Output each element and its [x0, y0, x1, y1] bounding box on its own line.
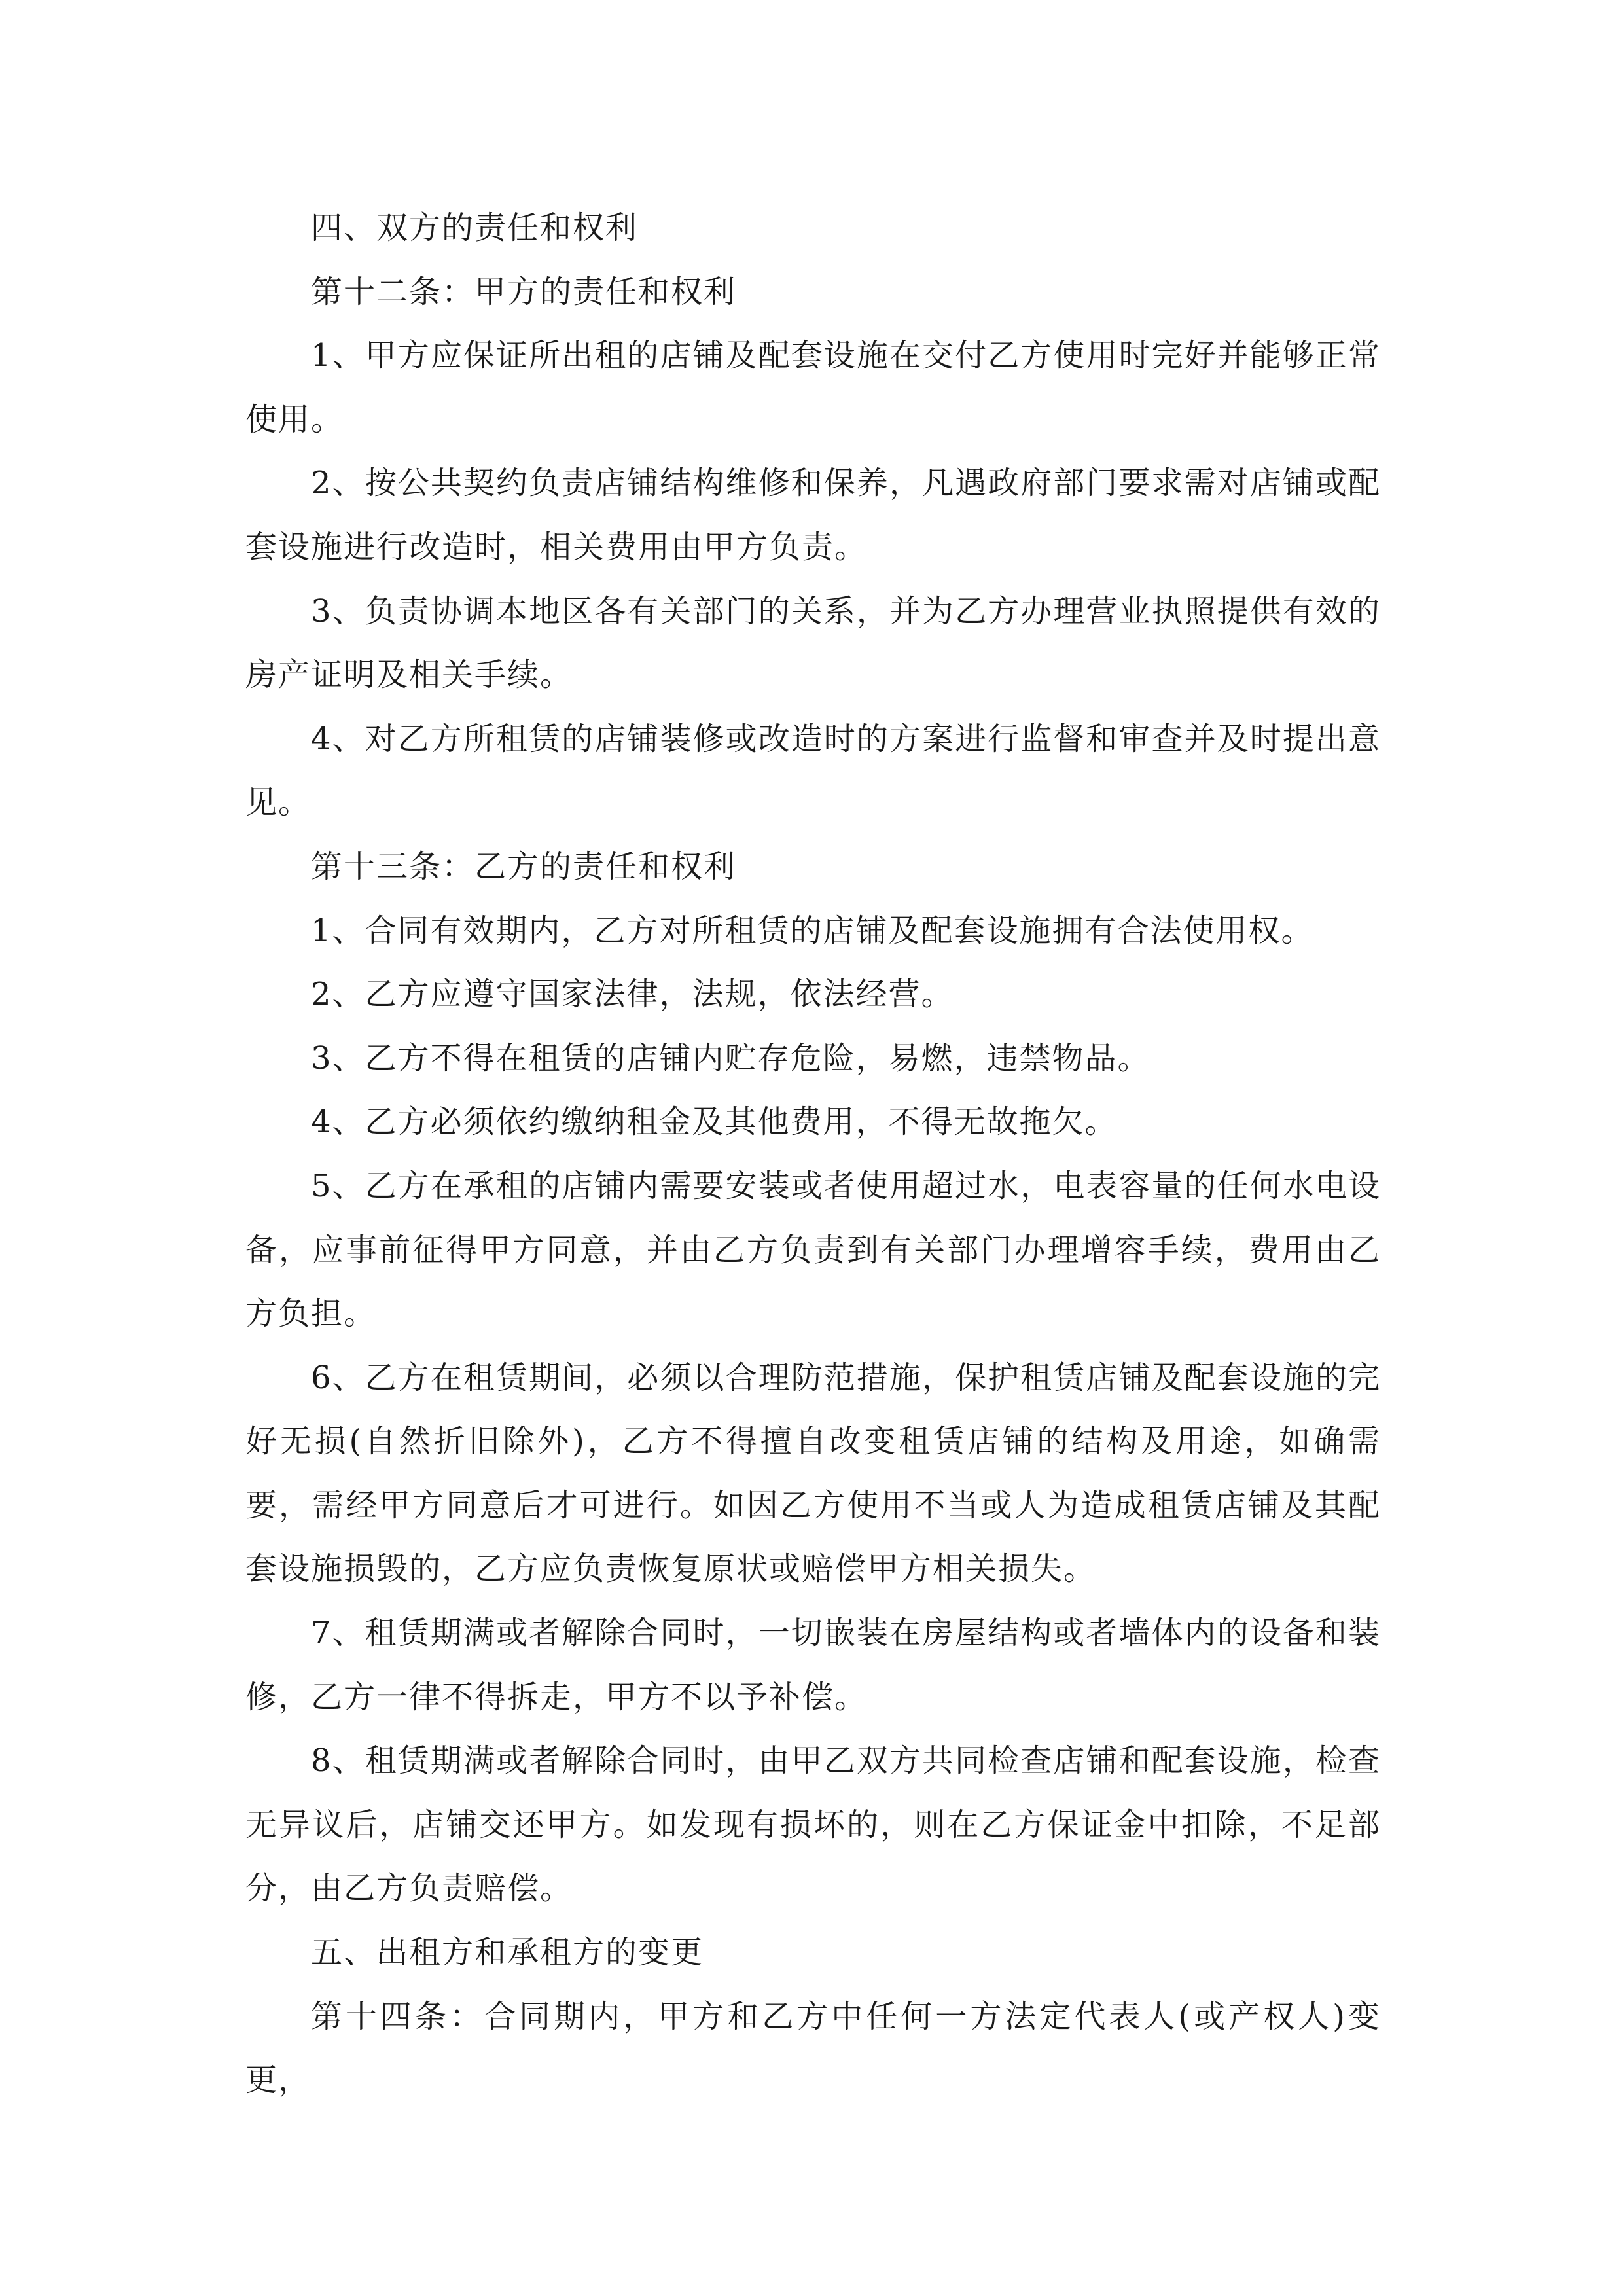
- section-heading-5: 五、出租方和承租方的变更: [311, 1934, 704, 1971]
- article-12-heading: 第十二条：甲方的责任和权利: [311, 273, 737, 310]
- article-13-clause-3: 3、乙方不得在租赁的店铺内贮存危险，易燃，违禁物品。: [311, 1039, 1150, 1077]
- article-13-heading: 第十三条：乙方的责任和权利: [311, 848, 737, 885]
- article-13-clause-1: 1、合同有效期内，乙方对所租赁的店铺及配套设施拥有合法使用权。: [311, 912, 1314, 949]
- article-12-clause-1: 1、甲方应保证所出租的店铺及配套设施在交付乙方使用时完好并能够正常使用。: [245, 337, 1381, 438]
- article-12-clause-2: 2、按公共契约负责店铺结构维修和保养，凡遇政府部门要求需对店铺或配套设施进行改造时，相关费用由甲方负责。: [245, 465, 1381, 565]
- article-13-clause-7: 7、租赁期满或者解除合同时，一切嵌装在房屋结构或者墙体内的设备和装修，乙方一律不得拆走，甲方不以予补偿。: [245, 1615, 1381, 1715]
- article-13-clause-2: 2、乙方应遵守国家法律，法规，依法经营。: [311, 976, 954, 1013]
- article-14-text: 第十四条：合同期内，甲方和乙方中任何一方法定代表人(或产权人)变更，: [245, 1998, 1381, 2099]
- article-13-clause-6: 6、乙方在租赁期间，必须以合理防范措施，保护租赁店铺及配套设施的完好无损(自然折旧除外)，乙方不得擅自改变租赁店铺的结构及用途，如确需要，需经甲方同意后才可进行。如因乙方使用不当或人为造成租赁店铺及其配套设施损毁的，乙方应负责恢复原状或赔偿甲方相关损失。: [245, 1359, 1381, 1588]
- article-13-clause-8: 8、租赁期满或者解除合同时，由甲乙双方共同检查店铺和配套设施，检查无异议后，店铺交还甲方。如发现有损坏的，则在乙方保证金中扣除，不足部分，由乙方负责赔偿。: [245, 1742, 1381, 1907]
- article-12-clause-4: 4、对乙方所租赁的店铺装修或改造时的方案进行监督和审查并及时提出意见。: [245, 720, 1381, 821]
- article-13-clause-5: 5、乙方在承租的店铺内需要安装或者使用超过水，电表容量的任何水电设备，应事前征得甲方同意，并由乙方负责到有关部门办理增容手续，费用由乙方负担。: [245, 1167, 1381, 1333]
- section-heading-4: 四、双方的责任和权利: [311, 209, 639, 246]
- document-body: [245, 196, 1381, 2113]
- article-12-clause-3: 3、负责协调本地区各有关部门的关系，并为乙方办理营业执照提供有效的房产证明及相关手续。: [245, 592, 1381, 694]
- article-13-clause-4: 4、乙方必须依约缴纳租金及其他费用，不得无故拖欠。: [311, 1103, 1118, 1141]
